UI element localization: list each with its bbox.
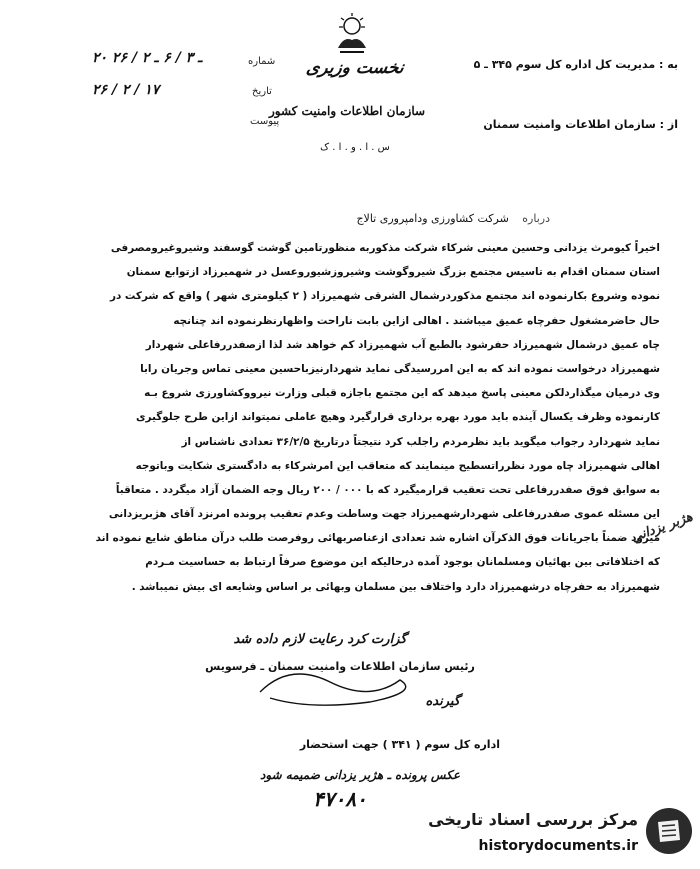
- body-line: وی درمیان میگذاردلکن معینی پاسخ میدهد که این مجتمع باجازه قبلی وزارت نیرووکشاورزی شروع بـه: [144, 387, 660, 400]
- subject-line: [356, 212, 550, 225]
- margin-note-right: هژبر یزدانی: [629, 509, 695, 546]
- date-label: تاریخ: [252, 86, 272, 97]
- watermark: [420, 800, 700, 869]
- handwritten-recipient-note: عکس پرونده ـ هژبر یزدانی ضمیمه شود: [260, 768, 460, 782]
- recipients-title: گیرنده: [425, 694, 460, 709]
- date-value: ۲۶ / ۲ / ۱۷: [92, 82, 160, 98]
- body-line: چاه عمیق درشمال شهمیرزاد حفرشود بالطبع آب شهمیرزاد کم خواهد شد لذا ازصفدررفاعلی شهردار: [145, 338, 660, 351]
- body-line: استان سمنان اقدام به تاسیس مجتمع بزرگ شیروگوشت وشیروزشیوروعسل در شهمیرزاد ازتوابع سمنان: [126, 266, 660, 279]
- body-line: به سوابق فوق صفدررفاعلی تحت تعقیب قرارمیگیرد که با ۰۰۰ / ۲۰۰ ریال وجه الضمان آزاد میگردد . متعاقباً: [115, 483, 660, 496]
- body-line: نماید شهردارد رجواب میگوید باید نظرمردم راجلب کرد نتیجتاً درتاریخ ۳۶/۲/۵ تعدادی ناشناس از: [181, 435, 660, 448]
- body-line: اهالی شهمیرزاد چاه مورد نظرراتسطیح مینمایند که متعاقب این امرشرکاء به دادگستری شکایت وباتوجه: [135, 459, 660, 472]
- subject-label: درباره: [522, 212, 550, 225]
- body-line: که اختلافاتی بین بهائیان ومسلمانان بوجود آمده درحالیکه این موضوع صرفاً ارتباط به حساسیت مـردم: [145, 556, 660, 569]
- watermark-title: مرکز بررسی اسناد تاریخی: [428, 810, 638, 829]
- organization-code: س . ا . و . ا . ک: [320, 142, 390, 153]
- body-line: اخیراً کیومرث یزدانی وحسین معینی شرکاء شرکت مذکوربه منظورتامین گوشت گوسفند وشیروغیرومصرفی: [110, 242, 660, 254]
- signatory-title: رئیس سازمان اطلاعات وامنیت سمنان ـ فرسویس: [205, 660, 475, 673]
- attachment-label: پیوست: [250, 116, 280, 127]
- body-line: شهمیرزاد به حفرچاه درشهمیرزاد دارد واختلاف بین مسلمان وبهائی بر اساس وشایعه ای بیش نمیباشد .: [131, 580, 660, 593]
- number-label: شماره: [248, 56, 276, 67]
- ministry-name: نخست وزیری: [304, 58, 406, 78]
- body-line: کارنموده وظرف یکسال آینده باید مورد بهره برداری قرارگیرد وهیچ عاملی نمیتواند ازاین طرح جلوگیری: [136, 411, 660, 424]
- body-line: میرود ضمناً باجریانات فوق الذکرآن اشاره شد تعدادی ازعناصربهائی روفرصت طلب درآن مناطق شایع نموده اند: [95, 532, 660, 545]
- body-line: نموده وشروع بکارنموده اند مجتمع مذکوردرشمال الشرقی شهمیرزاد ( ۲ کیلومتری شهر ) واقع که شرکت در: [109, 290, 660, 303]
- handwritten-note: گزارت کرد رعایت لازم داده شد: [233, 632, 407, 647]
- stamp-number: ۴۷۰۸۰: [313, 787, 367, 811]
- letter-body: [40, 236, 660, 599]
- number-value: ۲۰ ـ ۳ / ۶ ـ ۲ / ۲۶: [92, 50, 203, 66]
- sender-header-line: از : سازمان اطلاعات وامنیت سمنان: [483, 118, 678, 131]
- archive-logo-icon: [644, 806, 694, 856]
- subject-text: شرکت کشاورزی ودامپروری تالاج: [356, 212, 509, 225]
- recipient-line: اداره کل سوم ( ۳۴۱ ) جهت استحضار: [299, 738, 500, 751]
- body-line: این مسئله عموی صفدررفاعلی شهردارشهمیرزاد جهت وساطت وعدم تعقیب پرونده امرنزد آقای هژبریزدانی: [108, 508, 660, 521]
- body-line: حال حاضرمشغول حفرچاه عمیق میباشند . اهالی ازاین بابت ناراحت واظهارنظرنموده اند چنانچه: [173, 314, 660, 327]
- watermark-url: historydocuments.ir: [478, 838, 638, 854]
- organization-name: سازمان اطلاعات وامنیت کشور: [268, 104, 426, 118]
- lion-and-sun-emblem-icon: [330, 12, 374, 56]
- recipient-header-line: به : مدیریت کل اداره کل سوم ۳۴۵ ـ ۵: [473, 58, 678, 71]
- body-line: شهمیرزاد درخواست نموده اند که به این امررسیدگی نماید شهردارنیزباحسین معینی تماس وجریان رابا: [140, 362, 660, 375]
